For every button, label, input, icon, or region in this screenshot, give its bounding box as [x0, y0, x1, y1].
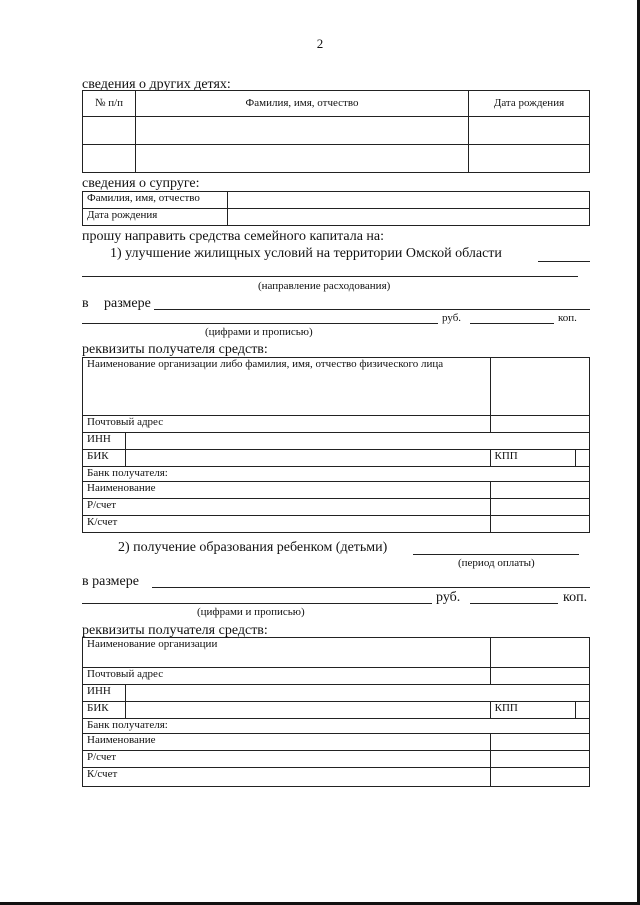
- child-number-cell[interactable]: [83, 145, 136, 173]
- r2-kpp-field[interactable]: [575, 702, 589, 719]
- item2-text: 2) получение образования ребенком (детьми): [118, 540, 388, 555]
- item2-caption: (период оплаты): [458, 557, 535, 569]
- col-name-header: Фамилия, имя, отчество: [136, 91, 469, 117]
- r2-bank-name-label: Наименование: [83, 734, 491, 751]
- recipient1-table: [82, 357, 590, 533]
- col-number-header: № п/п: [83, 91, 136, 117]
- r1-bik-field[interactable]: [126, 450, 491, 467]
- r1-bank-name-label: Наименование: [83, 482, 491, 499]
- amount-prefix-v: в: [82, 296, 89, 311]
- r1-address-label: Почтовый адрес: [83, 416, 491, 433]
- child-birth-cell[interactable]: [469, 117, 590, 145]
- amount2-words-field[interactable]: [82, 603, 432, 604]
- r2-bik-field[interactable]: [126, 702, 491, 719]
- amount-field[interactable]: [154, 309, 590, 310]
- r2-account-label: Р/счет: [83, 751, 491, 768]
- spouse-birth-label: Дата рождения: [83, 209, 228, 226]
- r2-corr-label: К/счет: [83, 768, 491, 787]
- spouse-name-label: Фамилия, имя, отчество: [83, 192, 228, 209]
- spouse-table: [82, 191, 590, 226]
- recipient1-heading: реквизиты получателя средств:: [82, 342, 268, 357]
- r1-bank-name-field[interactable]: [490, 482, 589, 499]
- rub-label: руб.: [442, 312, 462, 324]
- child-name-cell[interactable]: [136, 117, 469, 145]
- r1-kpp-label: КПП: [490, 450, 575, 467]
- table-row: [83, 145, 590, 173]
- r1-account-label: Р/счет: [83, 499, 491, 516]
- r2-account-field[interactable]: [490, 751, 589, 768]
- rub2-label: руб.: [436, 590, 461, 605]
- r2-kpp-label: КПП: [490, 702, 575, 719]
- r2-bik-label: БИК: [83, 702, 126, 719]
- r1-org-label: Наименование организации либо фамилия, имя, отчество физического лица: [83, 358, 491, 416]
- kop-field[interactable]: [470, 323, 554, 324]
- col-birth-header: Дата рождения: [469, 91, 590, 117]
- r2-address-label: Почтовый адрес: [83, 668, 491, 685]
- r2-org-label: Наименование организации: [83, 638, 491, 668]
- r1-org-field[interactable]: [490, 358, 589, 416]
- r2-bank-name-field[interactable]: [490, 734, 589, 751]
- r2-org-field[interactable]: [490, 638, 589, 668]
- child-number-cell[interactable]: [83, 117, 136, 145]
- amount-words-field[interactable]: [82, 323, 438, 324]
- r2-inn-field[interactable]: [126, 685, 590, 702]
- item1-field[interactable]: [82, 276, 578, 277]
- r2-inn-label: ИНН: [83, 685, 126, 702]
- children-heading: сведения о других детях:: [82, 77, 231, 92]
- request-text: прошу направить средства семейного капитала на:: [82, 229, 385, 244]
- r1-kpp-field[interactable]: [575, 450, 589, 467]
- item2-field[interactable]: [413, 554, 579, 555]
- amount-prefix-size: размере: [104, 296, 151, 311]
- r1-bank-label: Банк получателя:: [83, 467, 590, 482]
- r2-bank-label: Банк получателя:: [83, 719, 590, 734]
- r1-inn-label: ИНН: [83, 433, 126, 450]
- kop2-field[interactable]: [470, 603, 558, 604]
- item1-field-end[interactable]: [538, 261, 590, 262]
- amount2-field[interactable]: [152, 587, 590, 588]
- r1-account-field[interactable]: [490, 499, 589, 516]
- amount2-prefix: в размере: [82, 574, 139, 589]
- item1-caption: (направление расходования): [258, 280, 391, 292]
- amount-caption: (цифрами и прописью): [205, 326, 313, 338]
- r1-bik-label: БИК: [83, 450, 126, 467]
- r1-inn-field[interactable]: [126, 433, 590, 450]
- spouse-name-field[interactable]: [228, 192, 590, 209]
- item1-text: 1) улучшение жилищных условий на территории Омской области: [110, 246, 502, 261]
- child-name-cell[interactable]: [136, 145, 469, 173]
- page-number: 2: [316, 36, 324, 51]
- r2-address-field[interactable]: [490, 668, 589, 685]
- r1-corr-field[interactable]: [490, 516, 589, 533]
- kop2-label: коп.: [563, 590, 588, 605]
- amount2-caption: (цифрами и прописью): [197, 606, 305, 618]
- r2-corr-field[interactable]: [490, 768, 589, 787]
- spouse-birth-field[interactable]: [228, 209, 590, 226]
- recipient2-table: [82, 637, 590, 787]
- r1-address-field[interactable]: [490, 416, 589, 433]
- children-table: [82, 90, 590, 173]
- table-row: [83, 117, 590, 145]
- child-birth-cell[interactable]: [469, 145, 590, 173]
- spouse-heading: сведения о супруге:: [82, 176, 200, 191]
- r1-corr-label: К/счет: [83, 516, 491, 533]
- recipient2-heading: реквизиты получателя средств:: [82, 623, 268, 638]
- kop-label: коп.: [558, 312, 577, 324]
